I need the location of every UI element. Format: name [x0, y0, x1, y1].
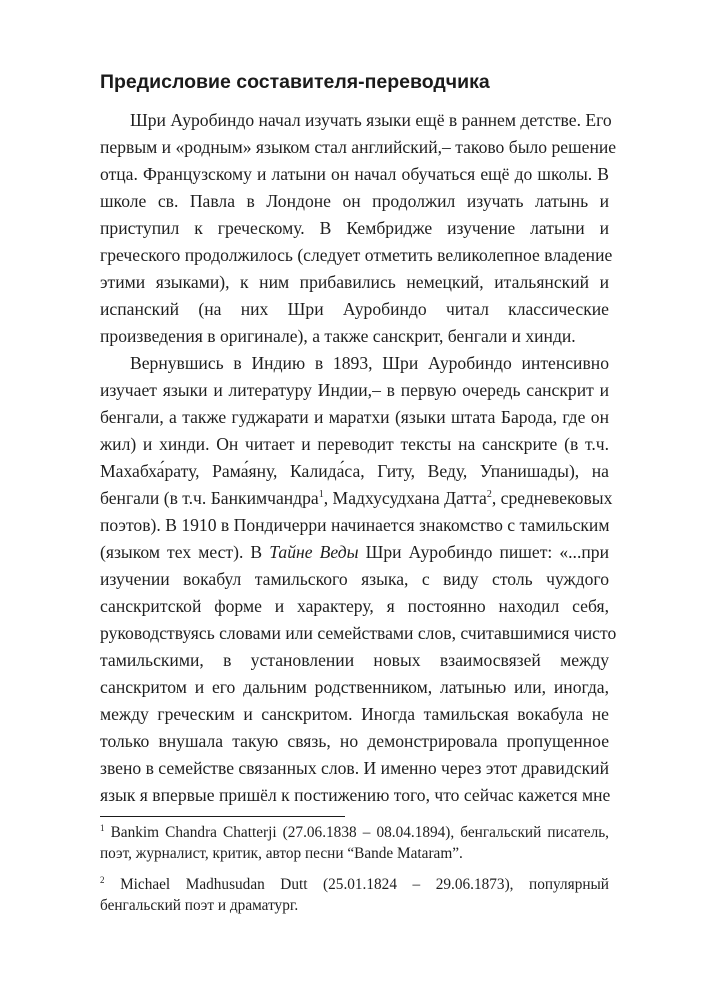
- text-line: произведения в оригинале), а также санскрит, бенгали и хинди.: [100, 326, 576, 346]
- text-line: изучении вокабул тамильского языка, с виду столь чуждого: [100, 569, 609, 589]
- text-line: язык я впервые пришёл к постижению того, что сейчас кажется мне: [100, 785, 611, 805]
- footnote-ref-2[interactable]: 2: [486, 489, 492, 500]
- text-line: только внушала такую связь, но демонстрировала пропущенное: [100, 731, 609, 751]
- text-line: тамильскими, в установлении новых взаимосвязей между: [100, 650, 609, 670]
- footnote-text: Michael Madhusudan Dutt (25.01.1824 – 29.06.1873), популярный: [120, 876, 609, 893]
- text-line: руководствуясь словами или семействами слов, считавшимися чисто: [100, 623, 617, 643]
- text-line: первым и «родным» языком стал английский,– таково было решение: [100, 137, 617, 157]
- text-line: между греческим и санскритом. Иногда тамильская вокабула не: [100, 704, 609, 724]
- footnote-ref-1[interactable]: 1: [318, 489, 324, 500]
- text-line: изучает языки и литературу Индии,– в первую очередь санскрит и: [100, 380, 609, 400]
- italic-title: Тайне Веды: [269, 542, 359, 562]
- text-segment: , Мадхусудхана Датта: [323, 488, 487, 508]
- footnote-line: [100, 824, 609, 842]
- section-heading: Предисловие составителя-переводчика: [100, 71, 490, 93]
- text-line: этими языками), к ним прибавились немецкий, итальянский и: [100, 272, 609, 292]
- text-line: [100, 488, 613, 508]
- text-line: школе св. Павла в Лондоне он продолжил изучать латынь и: [100, 191, 609, 211]
- text-line: поэтов). В 1910 в Пондичерри начинается знакомство с тамильским: [100, 515, 610, 535]
- footnote-line: поэт, журналист, критик, автор песни “Bande Mataram”.: [100, 845, 463, 862]
- text-line: отца. Французскому и латыни он начал обучаться ещё до школы. В: [100, 164, 609, 184]
- text-line: санскритом и его дальним родственником, латынью или, иногда,: [100, 677, 609, 697]
- footnote-marker: 1: [100, 823, 105, 833]
- footnote-line: бенгальский поэт и драматург.: [100, 897, 299, 914]
- text-line: греческого продолжилось (следует отметить великолепное владение: [100, 245, 613, 265]
- text-segment: (языком тех мест). В: [100, 542, 270, 562]
- text-line: Вернувшись в Индию в 1893, Шри Ауробиндо интенсивно: [130, 353, 609, 373]
- text-line: Махабха́рату, Рама́яну, Калида́са, Гиту, Веду, Упанишады), на: [100, 461, 609, 481]
- text-line: санскритской форме и характеру, я постоянно находил себя,: [100, 596, 609, 616]
- footnote-separator: [100, 816, 345, 817]
- text-line: Шри Ауробиндо начал изучать языки ещё в раннем детстве. Его: [130, 110, 612, 130]
- text-line: звено в семействе связанных слов. И именно через этот дравидский: [100, 758, 609, 778]
- text-line: приступил к греческому. В Кембридже изучение латыни и: [100, 218, 609, 238]
- footnote-line: [100, 876, 609, 894]
- text-segment: Шри Ауробиндо пишет: «...при: [358, 542, 609, 562]
- text-line: жил) и хинди. Он читает и переводит тексты на санскрите (в т.ч.: [100, 434, 609, 454]
- footnote-text: Bankim Chandra Chatterji (27.06.1838 – 08.04.1894), бенгальский писатель,: [110, 824, 610, 841]
- text-line: испанский (на них Шри Ауробиндо читал классические: [100, 299, 609, 319]
- footnote-marker: 2: [100, 875, 105, 885]
- text-segment: бенгали (в т.ч. Банкимчандра: [100, 488, 319, 508]
- text-line: бенгали, а также гуджарати и маратхи (языки штата Барода, где он: [100, 407, 609, 427]
- text-segment: , средневековых: [491, 488, 613, 508]
- text-line: [100, 542, 609, 562]
